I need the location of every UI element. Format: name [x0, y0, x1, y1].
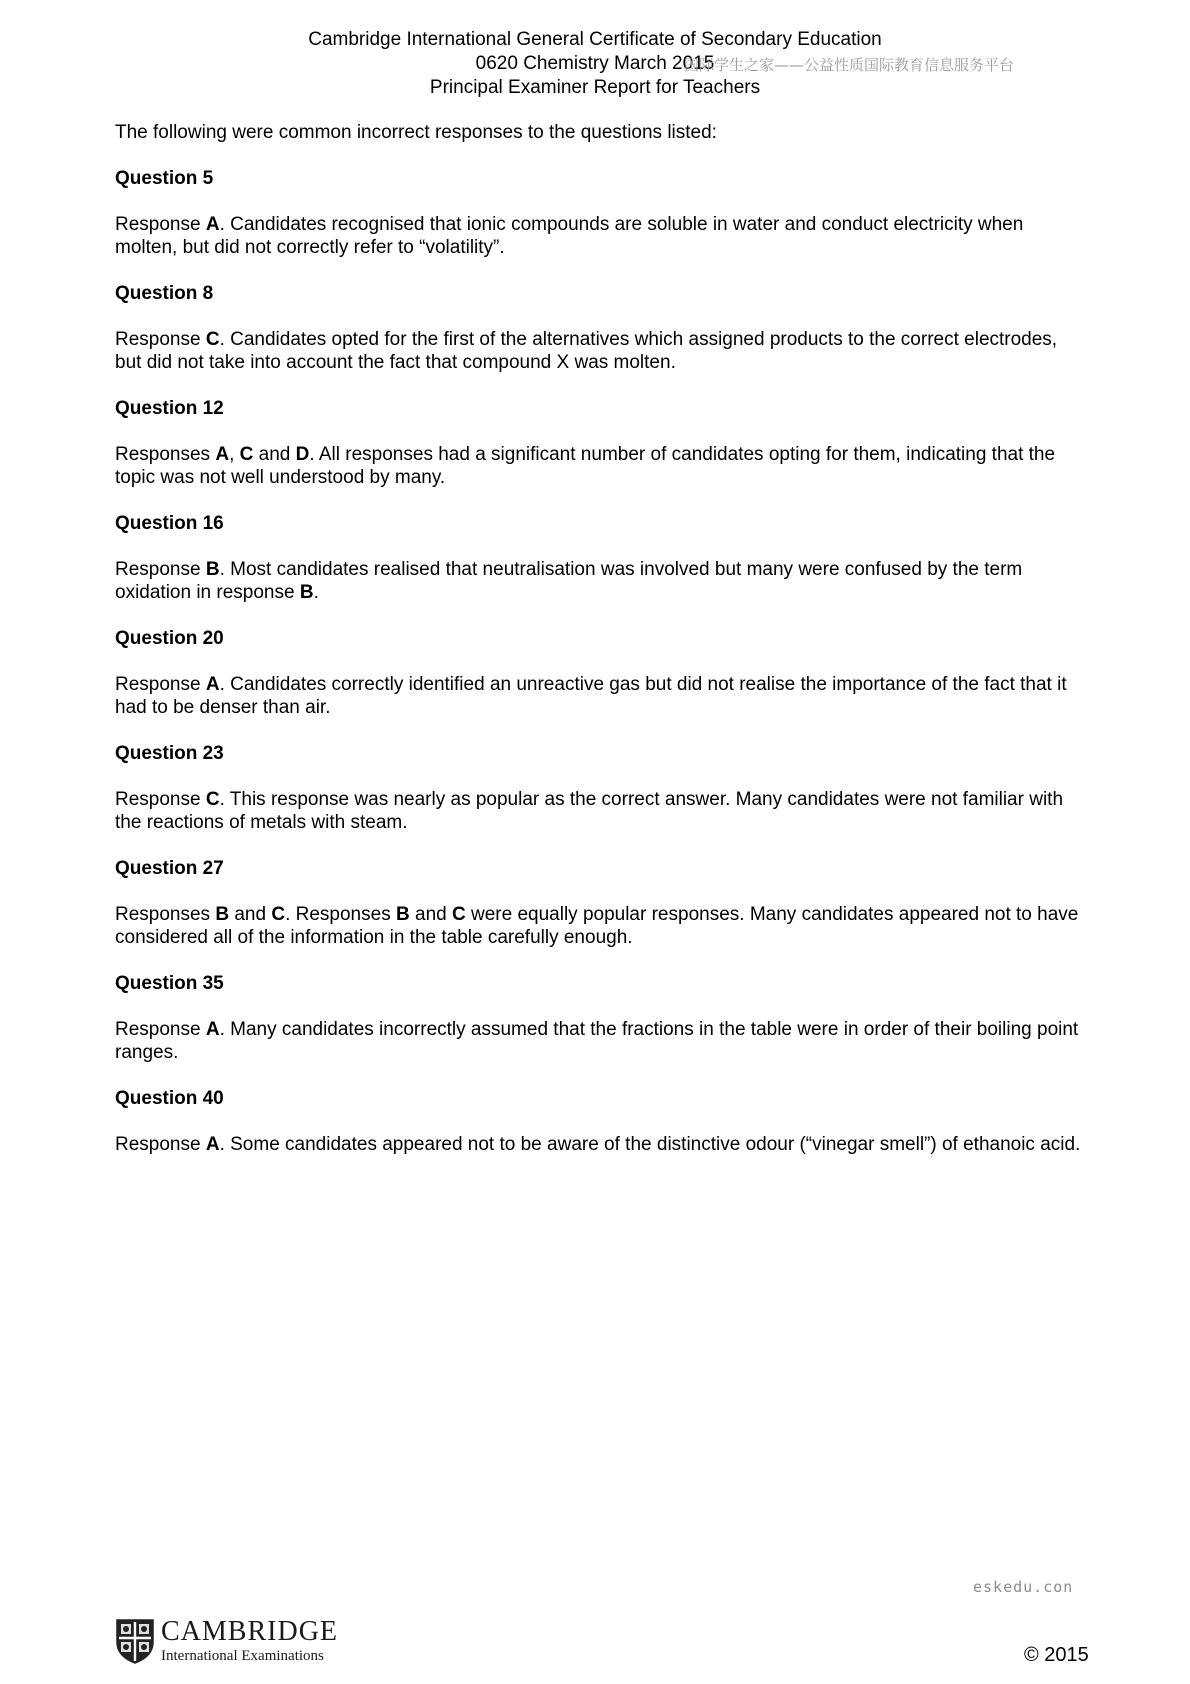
response-letter: A: [215, 444, 230, 465]
question-heading: Question 27: [115, 858, 224, 879]
header-line-1: Cambridge International General Certificate of Secondary Education: [308, 29, 882, 50]
response-text-fragment: Response: [115, 1019, 206, 1040]
questions-list: [115, 167, 1085, 1156]
response-text-fragment: Response: [115, 559, 206, 580]
response-letter: C: [239, 444, 254, 465]
response-letter: A: [205, 214, 220, 235]
response-letter: B: [215, 904, 230, 925]
response-letter: C: [205, 789, 220, 810]
response-text-fragment: ,: [229, 444, 240, 465]
response-letter: A: [205, 1134, 220, 1155]
response-text-fragment: . Responses: [285, 904, 396, 925]
response-text-fragment: and: [229, 904, 272, 925]
watermark-top: 国际学生之家——公益性质国际教育信息服务平台: [684, 56, 1015, 74]
question-response-text: [115, 1133, 1085, 1156]
response-letter: C: [205, 329, 220, 350]
response-letter: C: [451, 904, 466, 925]
response-text-fragment: .: [313, 582, 319, 603]
response-letter: D: [295, 444, 310, 465]
question-heading: Question 16: [115, 513, 224, 534]
response-text-fragment: and: [253, 444, 296, 465]
logo-title: CAMBRIDGE: [161, 1616, 339, 1647]
header-line-2: 0620 Chemistry March 2015: [475, 53, 715, 74]
question-response-text: [115, 443, 1085, 489]
response-text-fragment: . Most candidates realised that neutralisation was involved but many were confused by the term oxidation in response: [115, 559, 1023, 603]
question-response-text: [115, 1018, 1085, 1064]
intro-text: The following were common incorrect responses to the questions listed:: [115, 122, 717, 143]
response-text-fragment: . Candidates opted for the first of the alternatives which assigned products to the correct electrodes, but did not take into account the fact that compound X was molten.: [115, 329, 1058, 373]
question-response-text: [115, 788, 1085, 834]
question-heading: Question 23: [115, 743, 224, 764]
response-letter: B: [205, 559, 220, 580]
question-heading: Question 20: [115, 628, 224, 649]
response-text-fragment: Response: [115, 329, 206, 350]
response-letter: B: [395, 904, 410, 925]
response-text-fragment: . This response was nearly as popular as the correct answer. Many candidates were not familiar with the reactions of metals with steam.: [115, 789, 1064, 833]
watermark-bottom: eskedu.con: [973, 1578, 1074, 1596]
response-letter: B: [299, 582, 314, 603]
response-text-fragment: Responses: [115, 904, 216, 925]
response-text-fragment: Response: [115, 1134, 206, 1155]
response-text-fragment: . Candidates correctly identified an unreactive gas but did not realise the importance of the fact that it had to be denser than air.: [115, 674, 1067, 718]
report-content: [115, 121, 1085, 1179]
response-text-fragment: . Many candidates incorrectly assumed that the fractions in the table were in order of their boiling point ranges.: [115, 1019, 1079, 1063]
question-heading: Question 8: [115, 283, 214, 304]
response-text-fragment: . All responses had a significant number of candidates opting for them, indicating that the topic was not well understood by many.: [115, 444, 1056, 488]
question-response-text: [115, 213, 1085, 259]
response-text-fragment: Response: [115, 674, 206, 695]
cambridge-crest-icon: [115, 1618, 155, 1664]
copyright: © 2015: [1024, 1644, 1089, 1666]
cambridge-logo: [115, 1618, 365, 1666]
question-response-text: [115, 903, 1085, 949]
question-heading: Question 40: [115, 1088, 224, 1109]
response-text-fragment: . Candidates recognised that ionic compounds are soluble in water and conduct electricity when molten, but did not correctly refer to “volatility”.: [115, 214, 1024, 258]
question-heading: Question 35: [115, 973, 224, 994]
header-line-3: Principal Examiner Report for Teachers: [429, 77, 761, 98]
response-letter: C: [271, 904, 286, 925]
question-response-text: [115, 328, 1085, 374]
question-heading: Question 5: [115, 168, 214, 189]
response-letter: A: [205, 674, 220, 695]
response-text-fragment: and: [409, 904, 452, 925]
response-letter: A: [205, 1019, 220, 1040]
logo-subtitle: International Examinations: [161, 1648, 324, 1664]
question-heading: Question 12: [115, 398, 224, 419]
question-response-text: [115, 558, 1085, 604]
response-text-fragment: were equally popular responses. Many candidates appeared not to have considered all of the information in the table carefully enough.: [115, 904, 1079, 948]
response-text-fragment: . Some candidates appeared not to be aware of the distinctive odour (“vinegar smell”) of ethanoic acid.: [219, 1134, 1081, 1155]
response-text-fragment: Responses: [115, 444, 216, 465]
response-text-fragment: Response: [115, 214, 206, 235]
response-text-fragment: Response: [115, 789, 206, 810]
question-response-text: [115, 673, 1085, 719]
